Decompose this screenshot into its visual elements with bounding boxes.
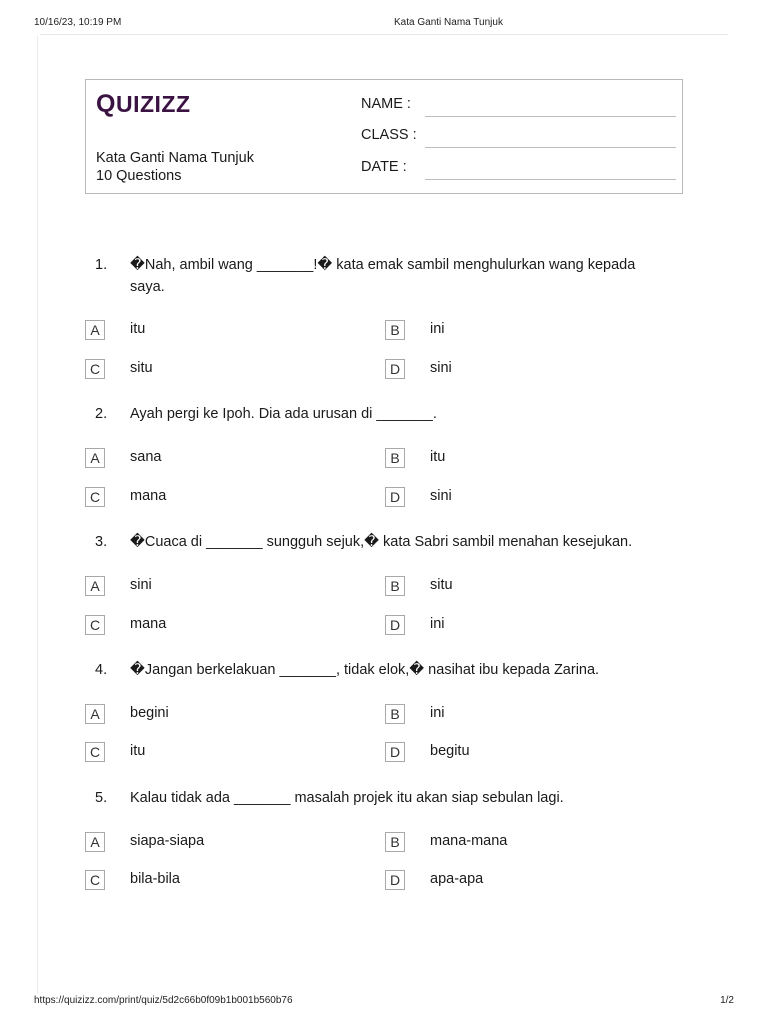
name-field (361, 96, 676, 118)
print-title: Kata Ganti Nama Tunjuk (394, 17, 503, 28)
page-number: 1/2 (720, 995, 734, 1006)
option-letter-box: D (385, 742, 405, 762)
option-text: sini (130, 577, 152, 593)
question-number: 2. (95, 406, 108, 422)
option-letter-box: B (385, 320, 405, 340)
option-letter-box: C (85, 487, 105, 507)
option-text: mana-mana (430, 833, 508, 849)
option-letter-box: D (385, 487, 405, 507)
question-number: 4. (95, 662, 108, 678)
date-label: DATE : (361, 159, 407, 175)
option-letter-box: D (385, 615, 405, 635)
option-letter-box: C (85, 870, 105, 890)
date-line (425, 179, 676, 180)
option-letter-box: B (385, 832, 405, 852)
question-number: 1. (95, 257, 108, 273)
option-letter-box: B (385, 448, 405, 468)
option-letter-box: C (85, 742, 105, 762)
question-number: 5. (95, 790, 108, 806)
option-letter-box: B (385, 704, 405, 724)
option-letter-box: B (385, 576, 405, 596)
option-text: begini (130, 705, 169, 721)
question-count: 10 Questions (96, 168, 182, 184)
option-text: itu (430, 449, 446, 465)
class-line (425, 147, 676, 148)
print-datetime: 10/16/23, 10:19 PM (34, 17, 122, 28)
option-text: sini (430, 360, 452, 376)
option-text: mana (130, 616, 167, 632)
class-field (361, 127, 676, 149)
option-letter-box: D (385, 359, 405, 379)
date-field (361, 159, 676, 181)
option-text: sana (130, 449, 162, 465)
option-letter-box: C (85, 615, 105, 635)
print-header (34, 17, 734, 31)
option-text: ini (430, 705, 445, 721)
question-text: Ayah pergi ke Ipoh. Dia ada urusan di _______. (130, 406, 437, 422)
option-text: ini (430, 616, 445, 632)
left-margin-line (37, 36, 38, 994)
option-letter-box: A (85, 832, 105, 852)
option-text: ini (430, 321, 445, 337)
question-text: �Jangan berkelakuan _______, tidak elok,� nasihat ibu kepada Zarina. (130, 662, 600, 678)
option-text: bila-bila (130, 871, 180, 887)
name-line (425, 116, 676, 117)
option-letter-box: A (85, 448, 105, 468)
option-text: itu (130, 743, 146, 759)
option-text: siapa-siapa (130, 833, 205, 849)
question-text: �Nah, ambil wang _______!� kata emak sambil menghulurkan wang kepada saya. (130, 257, 636, 295)
option-text: begitu (430, 743, 470, 759)
option-letter-box: D (385, 870, 405, 890)
option-letter-box: A (85, 576, 105, 596)
option-letter-box: C (85, 359, 105, 379)
option-text: apa-apa (430, 871, 484, 887)
quiz-title: Kata Ganti Nama Tunjuk (96, 150, 254, 166)
name-label: NAME : (361, 96, 411, 112)
quizizz-logo: QUIZIZZ (96, 90, 191, 118)
option-text: mana (130, 488, 167, 504)
option-text: situ (430, 577, 453, 593)
question-text: Kalau tidak ada _______ masalah projek itu akan siap sebulan lagi. (130, 790, 564, 806)
class-label: CLASS : (361, 127, 417, 143)
option-letter-box: A (85, 320, 105, 340)
option-letter-box: A (85, 704, 105, 724)
option-text: itu (130, 321, 146, 337)
option-text: sini (430, 488, 452, 504)
header-divider (40, 34, 728, 35)
question-number: 3. (95, 534, 108, 550)
option-text: situ (130, 360, 153, 376)
quiz-info-card (85, 79, 683, 194)
page-url: https://quizizz.com/print/quiz/5d2c66b0f09b1b001b560b76 (34, 995, 293, 1006)
question-text: �Cuaca di _______ sungguh sejuk,� kata Sabri sambil menahan kesejukan. (130, 534, 633, 550)
